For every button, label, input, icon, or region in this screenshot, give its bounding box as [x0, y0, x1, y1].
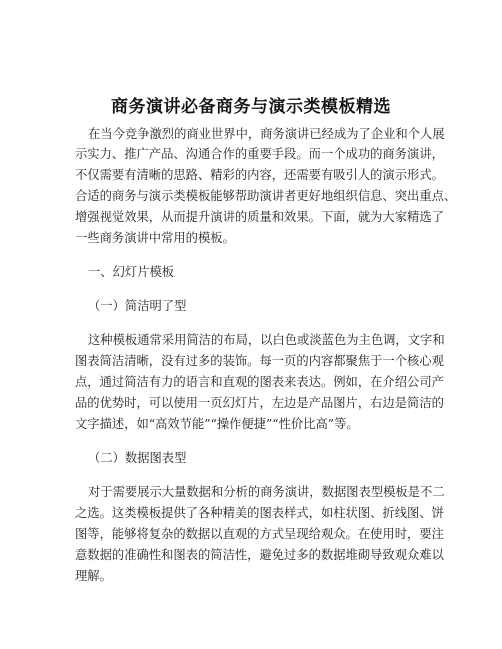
- intro-line-4: 合适的商务与演示类模板能够帮助演讲者更好地组织信息、突出重点、: [75, 189, 457, 203]
- intro-line-5: 增强视觉效果，从而提升演讲的质量和效果。下面，就为大家精选了: [75, 210, 444, 224]
- body-line: 之选。这类模板提供了各种精美的图表样式，如柱状图、折线图、饼: [75, 506, 444, 520]
- body-line: 对于需要展示大量数据和分析的商务演讲，数据图表型模板是不二: [88, 485, 445, 499]
- intro-line-2: 示实力、推广产品、沟通合作的重要手段。而一个成功的商务演讲，: [75, 147, 444, 161]
- body-line: 意数据的准确性和图表的简洁性，避免过多的数据堆砌导致观众难以: [75, 548, 444, 562]
- subsection-heading: （一）简洁明了型: [88, 299, 187, 313]
- body-line: 图等，能够将复杂的数据以直观的方式呈现给观众。在使用时，要注: [75, 527, 444, 541]
- section-heading: 一、幻灯片模板: [88, 265, 175, 279]
- body-line: 品的优势时，可以使用一页幻灯片，左边是产品图片，右边是简洁的: [75, 396, 444, 410]
- body-line: 理解。: [75, 569, 112, 583]
- intro-line-1: 在当今竞争激烈的商业世界中，商务演讲已经成为了企业和个人展: [88, 127, 445, 141]
- body-line: 点，通过简洁有力的语言和直观的图表来表达。例如，在介绍公司产: [75, 375, 444, 389]
- intro-line-3: 不仅需要有清晰的思路、精彩的内容，还需要有吸引人的演示形式。: [75, 168, 444, 182]
- body-line: 这种模板通常采用简洁的布局，以白色或淡蓝色为主色调，文字和: [88, 333, 445, 347]
- intro-line-6: 一些商务演讲中常用的模板。: [75, 231, 235, 245]
- body-line: 文字描述，如“高效节能”“操作便捷”“性价比高”等。: [75, 417, 359, 431]
- document-title: 商务演讲必备商务与演示类模板精选: [111, 97, 391, 117]
- subsection-heading: （二）数据图表型: [88, 451, 187, 465]
- body-line: 图表简洁清晰，没有过多的装饰。每一页的内容都聚焦于一个核心观: [75, 354, 444, 368]
